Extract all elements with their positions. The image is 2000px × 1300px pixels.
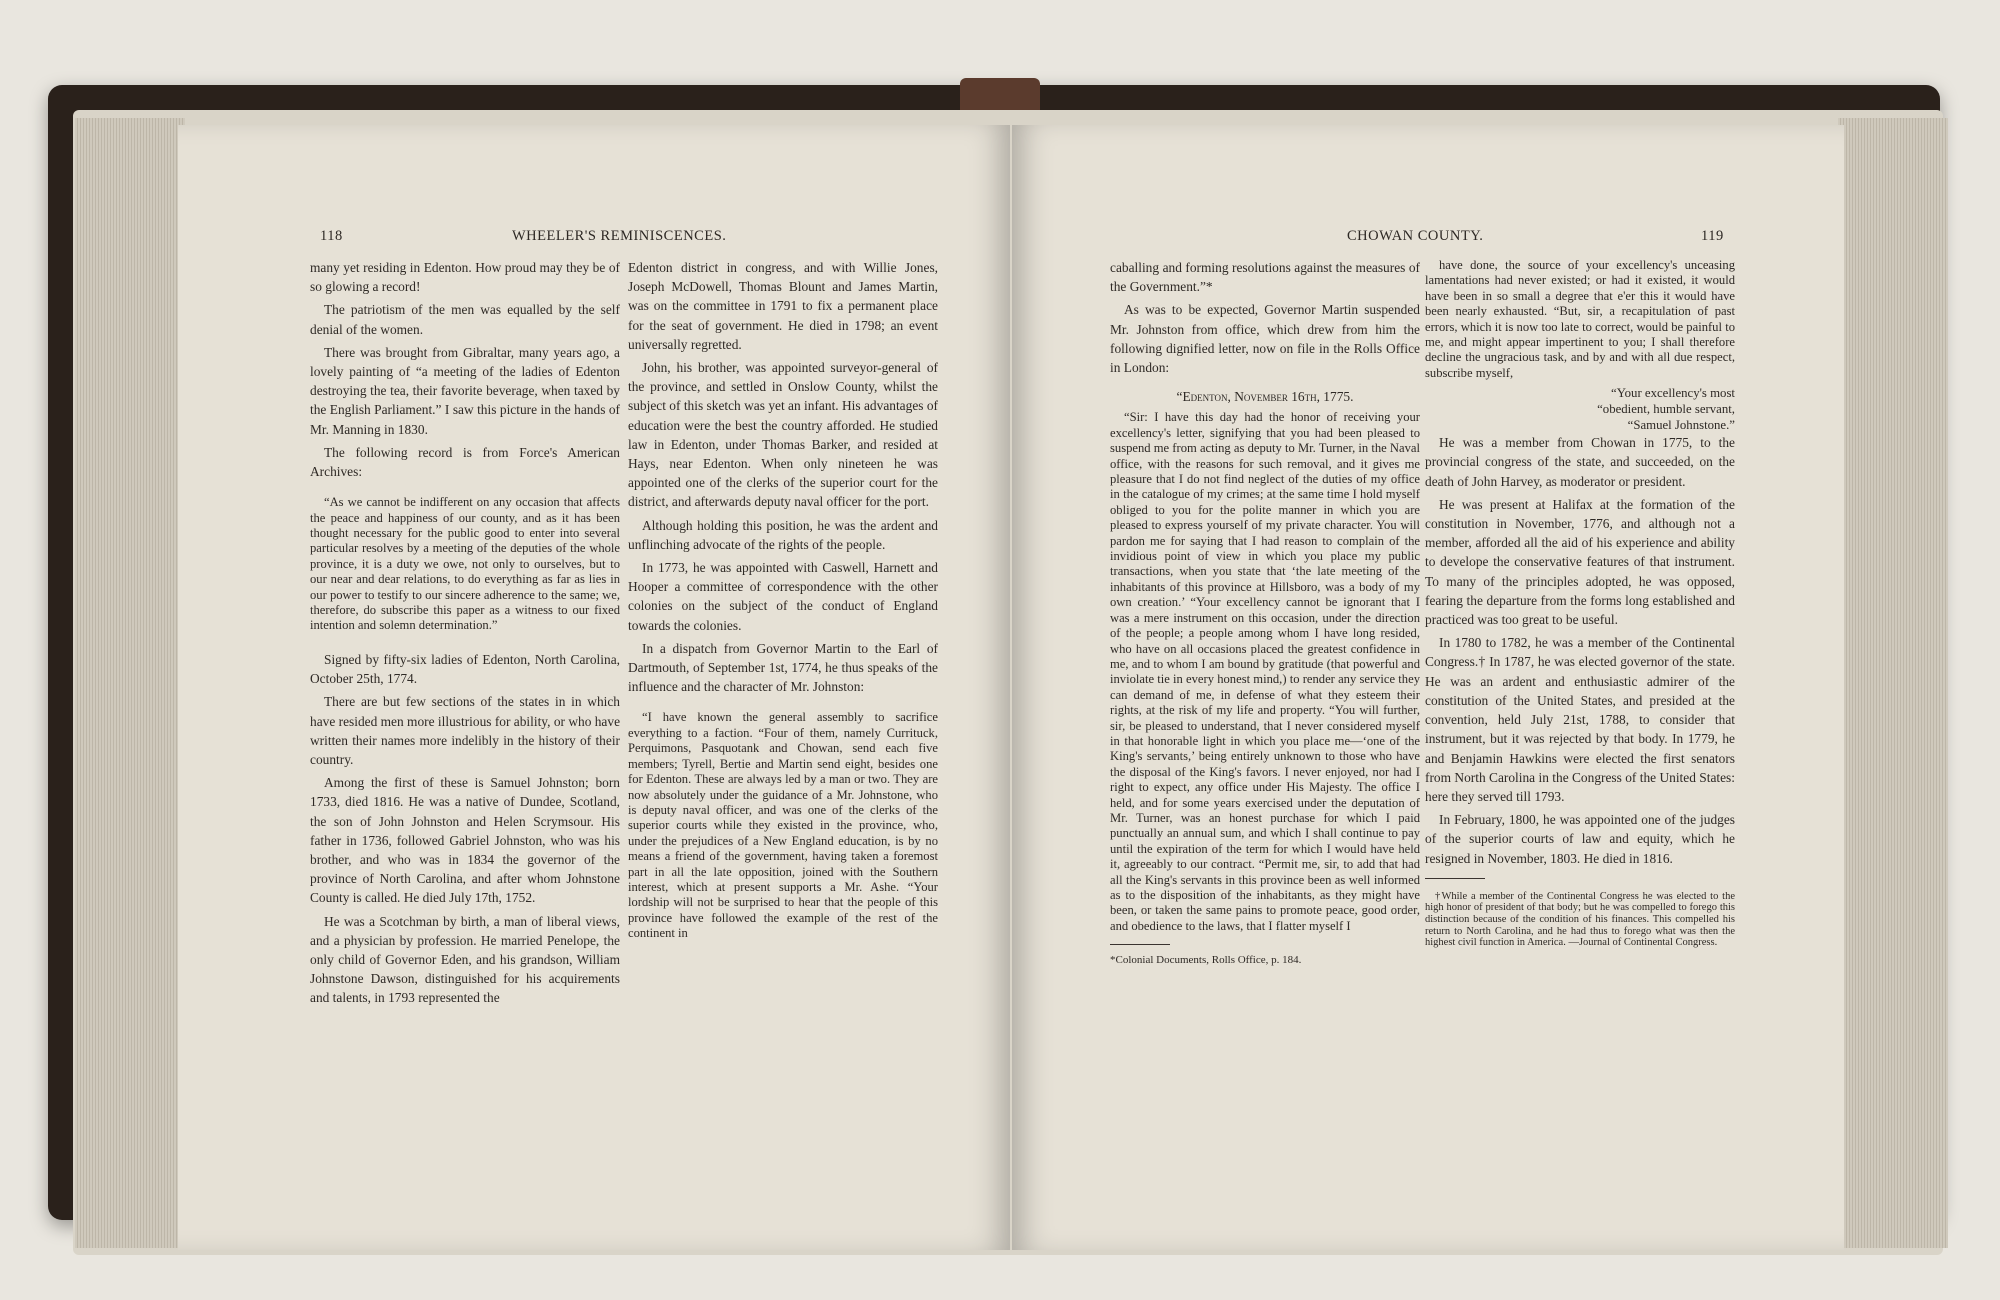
letter-signature: “Samuel Johnstone.” — [1627, 418, 1735, 433]
paragraph: In 1773, he was appointed with Caswell, Harnett and Hooper a committee of correspondence with the other colonies on the subject of the conduct of England towards the colonies. — [628, 560, 938, 633]
right-running-head: CHOWAN COUNTY. — [1347, 228, 1484, 244]
paragraph: The patriotism of the men was equalled by the self denial of the women. — [310, 302, 620, 337]
footnote: *Colonial Documents, Rolls Office, p. 184. — [1110, 954, 1302, 967]
paragraph-continued: Edenton district in congress, and with Willie Jones, Joseph McDowell, Thomas Blount and James Martin, was on the committee in 1791 to fix a permanent place for the seat of government. He died in 1798; an event universally regretted. — [628, 260, 938, 352]
left-running-head: WHEELER'S REMINISCENCES. — [512, 228, 727, 244]
paragraph: Signed by fifty-six ladies of Edenton, North Carolina, October 25th, 1774. — [310, 651, 620, 687]
letter-text: “Sir: I have this day had the honor of receiving your excellency's letter, signifying that you had been pleased to suspend me from acting as deputy to Mr. Turner, in the Naval office, with the reasons for such removal, and it gives me pleasure that I do not find neglect of the duties of my office in the catalogue of my crimes; at the same time I hold myself obliged to you for the polite manner in which you are pleased to express yourself of my private character. You will pardon me for saying that I had reason to complain of the invidious point of view in which you place my public transactions, when you state that ‘the late meeting of the inhabitants of this province at Hillsboro, was a body of my own creation.’ “Your excellency cannot be ignorant that I was a mere instrument on this occasion, under the direction of the people; a people among whom I have long resided, who have on all occasions placed the greatest confidence in me, and to whom I am bound by gratitude (that powerful and inviolate tie in every honest mind,) to render any service they can demand of me, in defense of what they esteem their rights, at the risk of my life and property. “You will further, sir, be pleased to understand, that I never considered myself in that honorable light in which you place me—‘one of the King's servants,’ being entirely unknown to those who have the disposal of the King's favors. I never enjoyed, nor had I right to expect, any office under His Majesty. The office I held, and for some years exercised under the deputation of Mr. Turner, was an honest purchase for which I paid punctually an annual sum, and which I shall continue to pay until the expiration of the term for which I would have held it, agreeably to our contract. “Permit me, sir, to add that had all the King's servants in this province been as well informed as to the disposition of the inhabitants, as they might have been, or taken the same pains to promote peace, good order, and obedience to the laws, that I flatter myself I — [1110, 410, 1420, 933]
paragraph: Among the first of these is Samuel Johnston; born 1733, died 1816. He was a native of Dundee, Scotland, the son of John Johnston and Helen Scrymsour. His father in 1736, followed Gabriel Johnston, who was his brother, and who was in 1834 the governor of the province of North Carolina, and after whom Johnstone County is called. He died July 17th, 1752. — [310, 775, 620, 906]
paragraph: As was to be expected, Governor Martin suspended Mr. Johnston from office, which drew from him the following dignified letter, now on file in the Rolls Office in London: — [1110, 302, 1420, 376]
block-quote: “I have known the general assembly to sacrifice everything to a faction. “Four of them, namely Currituck, Perquimons, Pasquotank and Chowan, send each five members; Tyrell, Bertie and Martin send eight, besides one for Edenton. These are always led by a man or two. They are now absolutely under the guidance of a Mr. Johnstone, who is deputy naval officer, and was one of the clerks of the superior courts while they existed in the province, who, under the prejudices of a New England education, is by no means a friend of the government, having taken a foremost part in all the late opposition, joined with the Southern interest, which at present supports a Mr. Ashe. “Your lordship will not be surprised to hear that the people of this province have followed the example of the rest of the continent in — [628, 710, 938, 941]
paragraph: In February, 1800, he was appointed one of the judges of the superior courts of law and equity, which he resigned in November, 1803. He died in 1816. — [1425, 812, 1735, 866]
left-column-1 — [310, 258, 620, 1012]
right-column-2 — [1425, 258, 1735, 953]
paragraph-continued: caballing and forming resolutions against the measures of the Government.”* — [1110, 260, 1420, 295]
paragraph: He was present at Halifax at the formation of the constitution in November, 1776, and although not a member, afforded all the aid of his experience and ability to develope the conservative features of that instrument. To many of the principles adopted, he was opposed, fearing the departure from the forms long established and practiced was too great to be useful. — [1425, 496, 1735, 628]
left-page-number: 118 — [320, 228, 343, 244]
left-column-2 — [628, 258, 938, 958]
paragraph: He was a Scotchman by birth, a man of liberal views, and a physician by profession. He married Penelope, the only child of Governor Eden, and his grandson, William Johnstone Dawson, distinguished for his acquirements and talents, in 1793 represented the — [310, 913, 620, 1006]
left-page-edges — [75, 118, 185, 1248]
letter-text: have done, the source of your excellency's unceasing lamentations had never existed; or had it existed, it would have been in so small a degree that e'er this it would have been nearly exhausted. “But, sir, a recapitulation of past errors, which it is now too late to correct, would be painful to me, and might appear impertinent to you; I shall therefore decline the ungracious task, and by and with all due respect, subscribe myself, — [1425, 258, 1735, 380]
letter-dateline: “Edenton, November 16th, 1775. — [1176, 389, 1354, 405]
right-page-number: 119 — [1701, 228, 1724, 244]
footnote: †While a member of the Continental Congress he was elected to the high honor of president of that body; but he was compelled to forego this distinction because of the condition of his finances. This compelled his return to North Carolina, and he had thus to forego what was then the highest civil function in America. —Journal of Continental Congress. — [1425, 890, 1735, 949]
letter-signature: “Your excellency's most — [1611, 386, 1735, 401]
block-quote: “As we cannot be indifferent on any occasion that affects the peace and happiness of our county, and as it has been thought necessary for the public good to enter into several particular resolves by a meeting of the deputies of the whole province, it is a duty we owe, not only to ourselves, but to our near and dear relations, to do everything as far as lies in our power to testify to our sincere adherence to the same; we, therefore, do subscribe this paper as a witness to our fixed intention and solemn determination.” — [310, 495, 620, 633]
right-page-edges — [1838, 118, 1948, 1248]
paragraph: John, his brother, was appointed surveyor-general of the province, and settled in Onslow County, whilst the subject of this sketch was yet an infant. His advantages of education were the best the country afforded. He studied law in Edenton, under Thomas Barker, and resided at Hays, near Edenton. When only nineteen he was appointed one of the clerks of the superior court for the district, and afterwards deputy naval officer for the port. — [628, 360, 938, 510]
footnote-rule — [1110, 944, 1170, 945]
paragraph: Although holding this position, he was the ardent and unflinching advocate of the rights of the people. — [628, 517, 938, 552]
paragraph: He was a member from Chowan in 1775, to the provincial congress of the state, and succeeded, on the death of John Harvey, as moderator or president. — [1425, 435, 1735, 489]
paragraph: There are but few sections of the states in in which have resided men more illustrious for ability, or who have written their names more indelibly in the history of their country. — [310, 694, 621, 767]
paragraph-continued: many yet residing in Edenton. How proud may they be of so glowing a record! — [310, 260, 620, 295]
paragraph: There was brought from Gibraltar, many years ago, a lovely painting of “a meeting of the ladies of Edenton destroying the tea, their favorite beverage, when taxed by the English Parliament.” I saw this picture in the hands of Mr. Manning in 1830. — [310, 344, 620, 437]
paragraph: In a dispatch from Governor Martin to the Earl of Dartmouth, of September 1st, 1774, he thus speaks of the influence and the character of Mr. Johnston: — [628, 640, 938, 695]
paragraph: The following record is from Force's American Archives: — [310, 444, 620, 480]
paragraph: In 1780 to 1782, he was a member of the Continental Congress.† In 1787, he was elected governor of the state. He was an ardent and enthusiastic admirer of the constitution of the United States, and presided at the convention, held July 21st, 1788, to consider that instrument, but it was rejected by that body. In 1779, he and Benjamin Hawkins were elected the first senators from North Carolina in the Congress of the United States: here they served till 1793. — [1425, 635, 1735, 804]
letter-signature: “obedient, humble servant, — [1597, 402, 1735, 417]
right-column-1 — [1110, 258, 1420, 974]
footnote-rule — [1425, 878, 1485, 879]
